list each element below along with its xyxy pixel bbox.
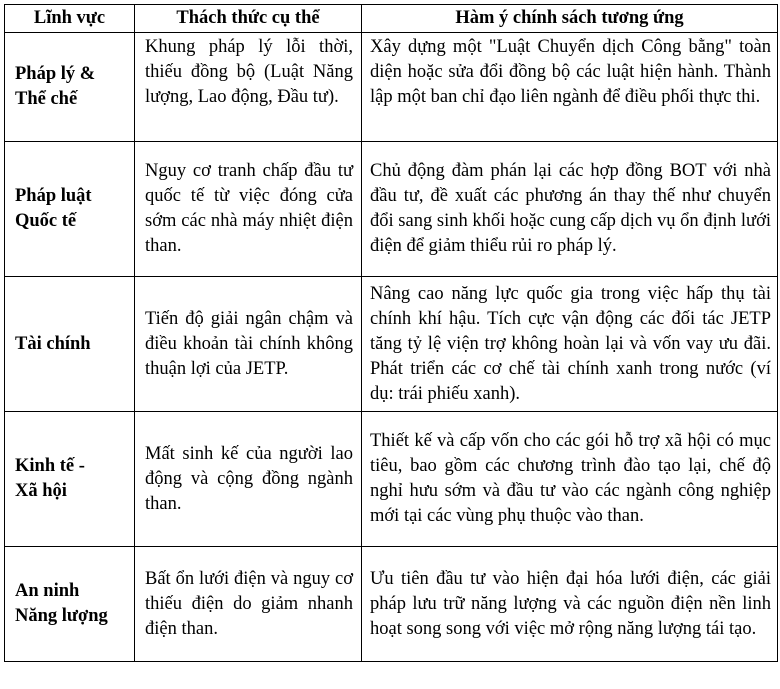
policy-cell: Thiết kế và cấp vốn cho các gói hỗ trợ xã hội có mục tiêu, bao gồm các chương trình đào tạo lại, chế độ nghỉ hưu sớm và đầu tư vào các ngành công nghiệp mới tại các vùng phụ thuộc vào than.	[362, 412, 778, 547]
challenge-cell: Tiến độ giải ngân chậm và điều khoản tài chính không thuận lợi của JETP.	[135, 277, 362, 412]
domain-label-line: Thể chế	[15, 89, 78, 109]
header-policy: Hàm ý chính sách tương ứng	[362, 5, 778, 33]
header-row	[5, 5, 778, 33]
header-domain: Lĩnh vực	[5, 5, 135, 33]
challenge-cell: Bất ổn lưới điện và nguy cơ thiếu điện do giảm nhanh điện than.	[135, 547, 362, 662]
domain-label-line: Kinh tế -	[15, 456, 85, 476]
policy-cell: Ưu tiên đầu tư vào hiện đại hóa lưới điện, các giải pháp lưu trữ năng lượng và các nguồn điện nền linh hoạt song song với việc mở rộng năng lượng tái tạo.	[362, 547, 778, 662]
domain-label-line: Năng lượng	[15, 606, 108, 626]
domain-label-line: Tài chính	[15, 333, 91, 354]
table-row	[5, 142, 778, 277]
header-challenge: Thách thức cụ thể	[135, 5, 362, 33]
policy-table	[4, 4, 778, 662]
policy-cell: Nâng cao năng lực quốc gia trong việc hấp thụ tài chính khí hậu. Tích cực vận động các đối tác JETP tăng tỷ lệ viện trợ không hoàn lại và vốn vay ưu đãi. Phát triển các cơ chế tài chính xanh trong nước (ví dụ: trái phiếu xanh).	[362, 277, 778, 412]
policy-cell: Chủ động đàm phán lại các hợp đồng BOT với nhà đầu tư, đề xuất các phương án thay thế như chuyển đổi sang sinh khối hoặc cung cấp dịch vụ ổn định lưới điện để giảm thiểu rủi ro pháp lý.	[362, 142, 778, 277]
table-row	[5, 547, 778, 662]
challenge-cell: Mất sinh kế của người lao động và cộng đồng ngành than.	[135, 412, 362, 547]
domain-label-line: Quốc tế	[15, 211, 77, 231]
challenge-cell: Khung pháp lý lỗi thời, thiếu đồng bộ (Luật Năng lượng, Lao động, Đầu tư).	[135, 33, 362, 142]
policy-cell: Xây dựng một "Luật Chuyển dịch Công bằng" toàn diện hoặc sửa đổi đồng bộ các luật hiện hành. Thành lập một ban chỉ đạo liên ngành để điều phối thực thi.	[362, 33, 778, 142]
domain-cell	[5, 142, 135, 277]
domain-cell	[5, 277, 135, 412]
domain-cell	[5, 547, 135, 662]
domain-label-line: Pháp lý &	[15, 64, 96, 84]
domain-label-line: Pháp luật	[15, 186, 92, 206]
domain-label-line: Xã hội	[15, 481, 67, 501]
table-row	[5, 33, 778, 142]
challenge-cell: Nguy cơ tranh chấp đầu tư quốc tế từ việc đóng cửa sớm các nhà máy nhiệt điện than.	[135, 142, 362, 277]
table-row	[5, 412, 778, 547]
domain-label-line: An ninh	[15, 581, 80, 601]
table-row	[5, 277, 778, 412]
domain-cell	[5, 33, 135, 142]
domain-cell	[5, 412, 135, 547]
